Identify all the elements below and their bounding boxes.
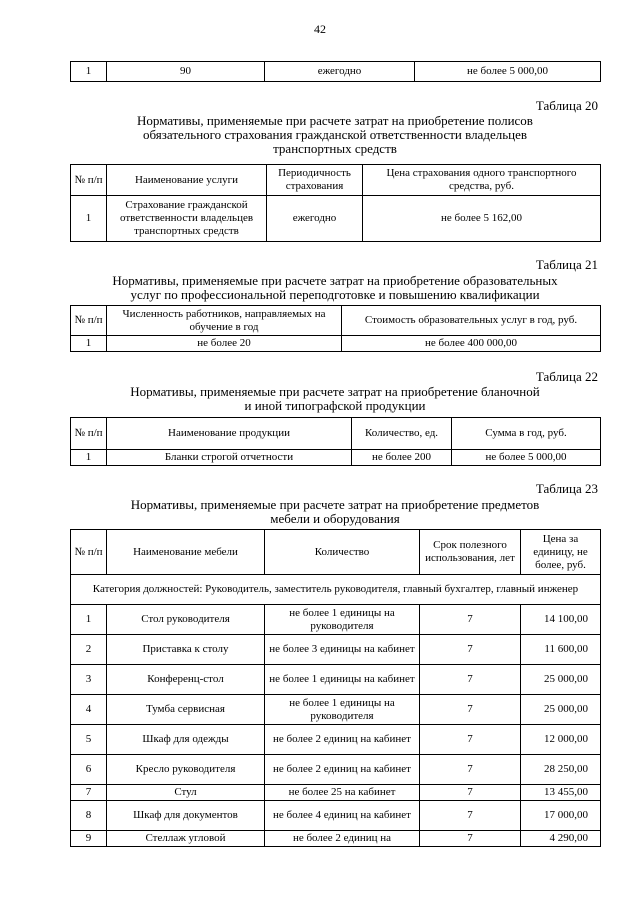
table-20-label: Таблица 20 <box>535 98 598 113</box>
cell-term: 7 <box>420 785 521 801</box>
cell-price: 11 600,00 <box>521 635 601 665</box>
table-21-label: Таблица 21 <box>535 257 598 272</box>
table-22 <box>70 417 601 466</box>
table-20 <box>70 164 601 242</box>
cell-qty: не более 25 на кабинет <box>265 785 420 801</box>
table-22-label: Таблица 22 <box>535 369 598 384</box>
table-row <box>71 605 601 635</box>
cell: ежегодно <box>267 196 363 242</box>
table-21-title: Нормативы, применяемые при расчете затрат на приобретение образовательных услуг по профессиональной переподготовке и повышению квалификации <box>112 273 558 302</box>
cell-num: 4 <box>71 695 107 725</box>
cell-term: 7 <box>420 665 521 695</box>
cell: 1 <box>71 450 107 466</box>
header-cell: № п/п <box>71 418 107 450</box>
header-cell: Сумма в год, руб. <box>452 418 601 450</box>
cell-num: 6 <box>71 755 107 785</box>
cell: 1 <box>71 62 107 82</box>
cell-term: 7 <box>420 801 521 831</box>
cell-name: Шкаф для документов <box>107 801 265 831</box>
header-cell: Срок полезного использования, лет <box>420 530 521 575</box>
cell-name: Кресло руководителя <box>107 755 265 785</box>
cell-price: 4 290,00 <box>521 831 601 847</box>
cell-price: 12 000,00 <box>521 725 601 755</box>
cell-name: Конференц-стол <box>107 665 265 695</box>
cell-price: 28 250,00 <box>521 755 601 785</box>
cell: не более 20 <box>107 336 342 352</box>
table-23-title: Нормативы, применяемые при расчете затрат на приобретение предметов мебели и оборудования <box>130 497 540 526</box>
cell-name: Стол руководителя <box>107 605 265 635</box>
header-cell: Численность работников, направляемых на обучение в год <box>107 306 342 336</box>
cell: не более 200 <box>352 450 452 466</box>
table-row <box>71 755 601 785</box>
cell-num: 8 <box>71 801 107 831</box>
cell: не более 5 162,00 <box>363 196 601 242</box>
cell-price: 17 000,00 <box>521 801 601 831</box>
cell-name: Шкаф для одежды <box>107 725 265 755</box>
cell-qty: не более 1 единицы на руководителя <box>265 605 420 635</box>
table-row <box>71 725 601 755</box>
header-cell: Цена за единицу, не более, руб. <box>521 530 601 575</box>
header-cell: № п/п <box>71 530 107 575</box>
cell-name: Стул <box>107 785 265 801</box>
category-cell: Категория должностей: Руководитель, заместитель руководителя, главный бухгалтер, главный инженер <box>71 575 601 605</box>
header-cell: Наименование мебели <box>107 530 265 575</box>
cell-term: 7 <box>420 755 521 785</box>
table-row <box>71 665 601 695</box>
header-cell: Наименование услуги <box>107 165 267 196</box>
table-23-label: Таблица 23 <box>535 481 598 496</box>
header-cell: № п/п <box>71 306 107 336</box>
table-row <box>71 785 601 801</box>
cell-num: 3 <box>71 665 107 695</box>
cell-num: 7 <box>71 785 107 801</box>
table-row <box>71 336 601 352</box>
table-row <box>71 635 601 665</box>
cell: 1 <box>71 336 107 352</box>
header-cell: Количество, ед. <box>352 418 452 450</box>
header-cell: Стоимость образовательных услуг в год, руб. <box>342 306 601 336</box>
table-21 <box>70 305 601 352</box>
header-cell: Наименование продукции <box>107 418 352 450</box>
cell: не более 5 000,00 <box>415 62 601 82</box>
cell: 90 <box>107 62 265 82</box>
cell-price: 25 000,00 <box>521 695 601 725</box>
header-cell: Периодичность страхования <box>267 165 363 196</box>
table-row <box>71 695 601 725</box>
cell: не более 5 000,00 <box>452 450 601 466</box>
cell-qty: не более 2 единиц на <box>265 831 420 847</box>
table-row <box>71 831 601 847</box>
category-row <box>71 575 601 605</box>
cell-qty: не более 3 единицы на кабинет <box>265 635 420 665</box>
cell-num: 5 <box>71 725 107 755</box>
header-cell: № п/п <box>71 165 107 196</box>
cell-term: 7 <box>420 725 521 755</box>
cell: ежегодно <box>265 62 415 82</box>
cell-term: 7 <box>420 695 521 725</box>
table-row <box>71 196 601 242</box>
cell-name: Приставка к столу <box>107 635 265 665</box>
cell-price: 14 100,00 <box>521 605 601 635</box>
cell-term: 7 <box>420 635 521 665</box>
table-header-row <box>71 418 601 450</box>
table-header-row <box>71 530 601 575</box>
cell: Бланки строгой отчетности <box>107 450 352 466</box>
cell-qty: не более 1 единицы на руководителя <box>265 695 420 725</box>
cell: не более 400 000,00 <box>342 336 601 352</box>
cell: 1 <box>71 196 107 242</box>
cell-qty: не более 2 единиц на кабинет <box>265 755 420 785</box>
table-header-row <box>71 306 601 336</box>
table-20-title: Нормативы, применяемые при расчете затрат на приобретение полисов обязательного страхования гражданской ответственности владельцев транспортных средств <box>137 113 533 156</box>
cell-name: Тумба сервисная <box>107 695 265 725</box>
cell-price: 25 000,00 <box>521 665 601 695</box>
page-number: 42 <box>314 22 326 36</box>
continuation-table <box>70 61 601 82</box>
cell-num: 9 <box>71 831 107 847</box>
cell-name: Стеллаж угловой <box>107 831 265 847</box>
cell-qty: не более 1 единицы на кабинет <box>265 665 420 695</box>
cell-num: 2 <box>71 635 107 665</box>
table-23 <box>70 529 601 847</box>
cell-price: 13 455,00 <box>521 785 601 801</box>
cell-term: 7 <box>420 831 521 847</box>
header-cell: Цена страхования одного транспортного средства, руб. <box>363 165 601 196</box>
table-row <box>71 62 601 82</box>
cell-term: 7 <box>420 605 521 635</box>
cell: Страхование гражданской ответственности владельцев транспортных средств <box>107 196 267 242</box>
cell-num: 1 <box>71 605 107 635</box>
header-cell: Количество <box>265 530 420 575</box>
cell-qty: не более 2 единиц на кабинет <box>265 725 420 755</box>
cell-qty: не более 4 единиц на кабинет <box>265 801 420 831</box>
table-row <box>71 801 601 831</box>
table-header-row <box>71 165 601 196</box>
table-22-title: Нормативы, применяемые при расчете затрат на приобретение бланочной и иной типографской продукции <box>130 384 540 413</box>
table-row <box>71 450 601 466</box>
